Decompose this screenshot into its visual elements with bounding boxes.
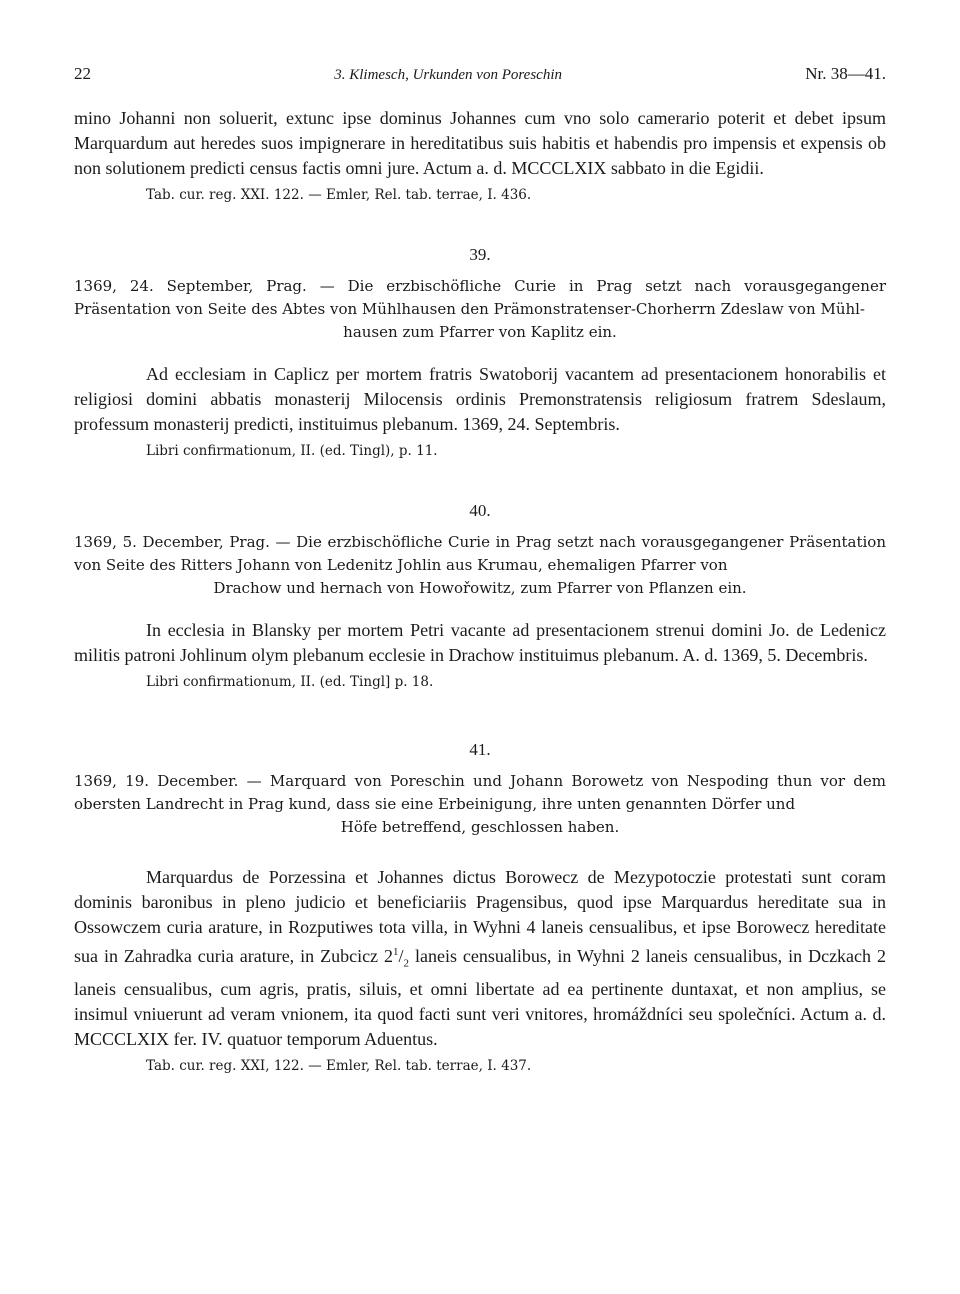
doc40-number: 40.: [469, 501, 491, 520]
fraction-numerator: 1: [393, 946, 399, 958]
document-page: [74, 64, 886, 1076]
document-range: Nr. 38—41.: [805, 64, 886, 83]
doc39-regest: [74, 275, 886, 344]
running-header: [74, 64, 886, 84]
doc40-regest-last: Drachow und hernach von Howořowitz, zum Pfarrer von Pflanzen ein.: [213, 579, 747, 597]
doc40-regest: [74, 531, 886, 600]
doc41-text: Marquardus de Porzessina et Johannes dictus Borowecz de Mezypotoczie protestati sunt coram dominis baronibus in pleno judicio et beneficiariis Pragensibus, quod ipse Marquardus hereditate sua in Ossowczem curia arature, in Rozputiwes tota villa, in Wyhni 4 laneis censualibus, et ipse Borowecz hereditate sua in Zahradka curia arature, in Zubcicz $2^1/_2$ laneis censualibus, in Wyhni 2 laneis censualibus, in Dczkach 2 laneis censualibus, cum agris, pratis, siluis, et omni libertate ad ea pertinente duntaxat, et non amplius, se insimul vniuerunt ad veram vnionem, ita quod facti sunt veri vnitores, hromáždníci seu společníci. Actum a. d. MCCCLXIX fer. IV. quatuor temporum Aduentus.: [74, 867, 886, 1049]
doc40-text: In ecclesia in Blansky per mortem Petri vacante ad presentacionem strenui domini Jo. de Ledenicz militis patroni Johlinum olym plebanum ecclesie in Drachow instituimus plebanum. A. d. 1369, 5. Decembris.: [74, 620, 886, 665]
doc40-regest-main: 1369, 5. December, Prag. — Die erzbischöfliche Curie in Prag setzt nach vorausgegangener Präsentation von Seite des Ritters Johann von Ledenitz Johlin aus Krumau, ehemaligen Pfarrer von: [74, 533, 886, 574]
doc41-text-part2: laneis censualibus, in Wyhni 2 laneis censualibus, in Dczkach 2 laneis censualibus, cum agris, pratis, siluis, et omni libertate ad ea pertinente duntaxat, et non amplius, se insimul vniuerunt ad veram vnionem, ita quod facti sunt veri vnitores, hromáždníci seu společníci. Actum a. d. MCCCLXIX fer. IV. quatuor temporum Aduentus.: [74, 946, 886, 1049]
page-number: 22: [74, 64, 91, 83]
doc41-regest-main: 1369, 19. December. — Marquard von Poreschin und Johann Borowetz von Nespoding thun vor dem obersten Landrecht in Prag kund, dass sie eine Erbeinigung, ihre unten genannten Dörfer und: [74, 772, 886, 813]
fraction-whole: 2: [384, 946, 393, 966]
doc40-source: Libri confirmationum, II. (ed. Tingl] p. 18.: [146, 674, 434, 690]
doc39-source: Libri confirmationum, II. (ed. Tingl), p. 11.: [146, 443, 438, 459]
doc41-source: Tab. cur. reg. XXI, 122. — Emler, Rel. tab. terrae, I. 437.: [146, 1057, 532, 1074]
doc41-number: 41.: [469, 740, 491, 759]
fraction-denominator: 2: [403, 957, 410, 970]
doc41-text-part1: Marquardus de Porzessina et Johannes dictus Borowecz de Mezypotoczie protestati sunt coram dominis baronibus in pleno judicio et beneficiariis Pragensibus, quod ipse Marquardus hereditate sua in Ossowczem curia arature, in Rozputiwes tota villa, in Wyhni 4 laneis censualibus, et ipse Borowecz hereditate sua in Zahradka curia arature, in Zubcicz: [74, 867, 886, 966]
doc39-text: Ad ecclesiam in Caplicz per mortem fratris Swatoborij vacantem ad presentacionem honorabilis et religiosi domini abbatis monasterij Milocensis ordinis Premonstratensis religiosum fratrem Sdeslaum, professum monasterij predicti, instituimus plebanum. 1369, 24. Septembris.: [74, 364, 886, 434]
doc41-regest: [74, 770, 886, 839]
doc41-regest-last: Höfe betreffend, geschlossen haben.: [340, 818, 620, 836]
doc39-regest-main: 1369, 24. September, Prag. — Die erzbischöfliche Curie in Prag setzt nach vorausgegangener Präsentation von Seite des Abtes von Mühlhausen den Prämonstratenser-Chorherrn Zdeslaw von Mühl-: [74, 277, 886, 318]
doc39-regest-last: hausen zum Pfarrer von Kaplitz ein.: [343, 323, 617, 341]
doc38-source: Tab. cur. reg. XXI. 122. — Emler, Rel. tab. terrae, I. 436.: [146, 187, 532, 203]
doc38-text: mino Johanni non soluerit, extunc ipse dominus Johannes cum vno solo camerario poterit et debet ipsum Marquardum aut heredes suos impignerare in hereditatibus suis habitis et habendis pro impensis et expensis ob non solutionem predicti census factis omni jure. Actum a. d. MCCCLXIX sabbato in die Egidii.: [74, 108, 886, 178]
running-title: 3. Klimesch, Urkunden von Poreschin: [334, 67, 562, 83]
doc39-number: 39.: [469, 245, 491, 264]
